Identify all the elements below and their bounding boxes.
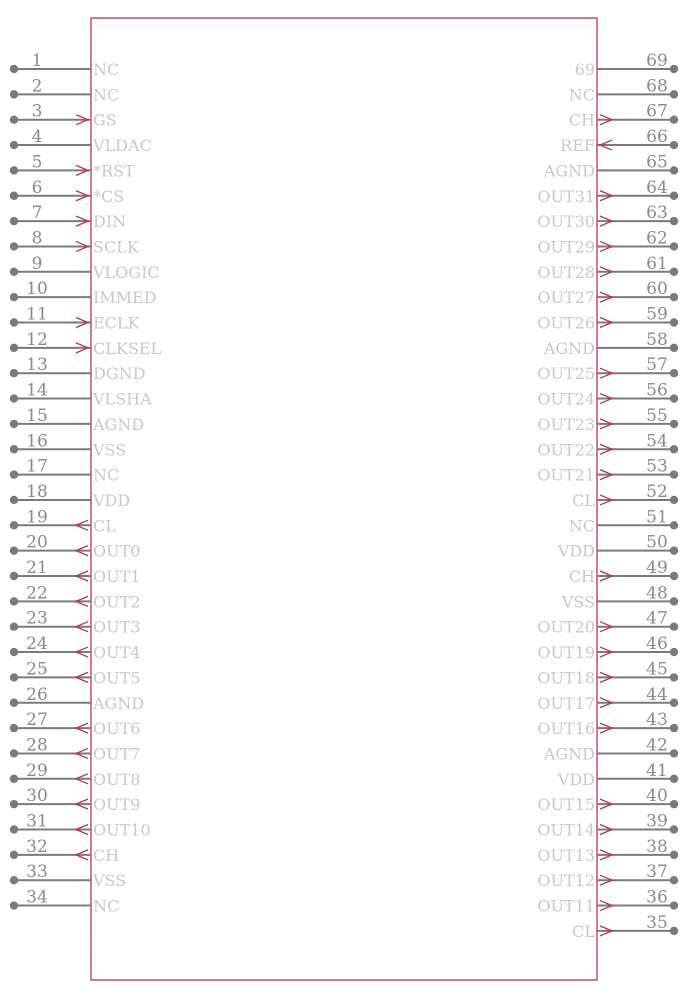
pin-name: OUT4 [93,643,141,663]
pin-number: 36 [646,887,668,908]
pin-number: 63 [646,203,668,224]
pin-number: 69 [646,51,668,71]
pin-number: 58 [646,329,668,350]
pin-endpoint-dot[interactable] [10,724,18,732]
pin-endpoint-dot[interactable] [10,546,18,554]
pin-endpoint-dot[interactable] [670,521,678,529]
ic-body-outline [91,18,597,980]
pin-name: OUT2 [93,592,141,612]
pin-number: 34 [26,887,48,908]
pin-62[interactable] [537,228,678,256]
pin-26[interactable] [10,685,144,713]
pin-name: OUT20 [537,617,595,637]
pin-name: OUT21 [537,465,595,485]
pin-34[interactable] [10,888,119,916]
pin-number: 25 [26,659,48,680]
pin-number: 10 [26,279,48,300]
pin-38[interactable] [537,837,678,865]
pin-number: 18 [26,481,48,502]
pin-52[interactable] [572,482,678,510]
pin-name: NC [93,85,120,105]
pin-name: GS [93,110,117,130]
pin-number: 11 [26,304,48,325]
pin-endpoint-dot[interactable] [670,851,678,859]
pin-name: *RST [93,161,135,181]
pin-55[interactable] [537,406,678,434]
pin-number: 5 [31,152,43,173]
pin-number: 66 [646,127,668,148]
pin-number: 3 [31,101,43,122]
pin-number: 41 [646,760,668,781]
pin-21[interactable] [10,558,141,586]
pin-name: OUT17 [537,693,595,713]
pin-name: VSS [93,440,127,460]
pin-endpoint-dot[interactable] [10,65,18,73]
pin-number: 13 [26,355,48,376]
pin-number: 2 [31,76,43,97]
pin-name: OUT11 [537,896,595,916]
pin-name: OUT14 [537,820,595,840]
pin-endpoint-dot[interactable] [10,166,18,174]
pin-endpoint-dot[interactable] [10,470,18,478]
pin-number: 4 [31,127,43,148]
pin-22[interactable] [10,583,141,611]
pin-number: 9 [31,253,43,274]
pin-endpoint-dot[interactable] [670,597,678,605]
pin-name: CL [572,490,595,510]
pin-67[interactable] [569,102,678,130]
pin-endpoint-dot[interactable] [670,724,678,732]
pin-number: 14 [26,380,48,401]
pin-56[interactable] [537,381,678,409]
pin-1[interactable] [10,51,119,79]
pin-number: 54 [646,431,668,452]
pin-name: OUT18 [537,668,595,688]
pin-endpoint-dot[interactable] [670,420,678,428]
pin-name: OUT23 [537,414,595,434]
pin-endpoint-dot[interactable] [670,293,678,301]
pin-number: 65 [646,152,668,173]
pin-number: 50 [646,532,668,553]
pin-name: NC [93,896,120,916]
pin-number: 16 [26,431,48,452]
pin-endpoint-dot[interactable] [670,673,678,681]
pin-endpoint-dot[interactable] [670,470,678,478]
pin-endpoint-dot[interactable] [670,65,678,73]
pin-endpoint-dot[interactable] [10,141,18,149]
pin-name: AGND [543,161,595,181]
pin-number: 48 [646,583,668,604]
pin-endpoint-dot[interactable] [670,116,678,124]
pin-16[interactable] [10,431,126,459]
pin-number: 57 [646,355,668,376]
pin-name: ECLK [93,313,140,333]
pin-number: 23 [26,608,48,629]
pin-endpoint-dot[interactable] [10,369,18,377]
right-pin-group [537,51,678,941]
pin-68[interactable] [569,76,678,104]
pin-endpoint-dot[interactable] [10,242,18,250]
pin-endpoint-dot[interactable] [10,572,18,580]
pin-name: VDD [557,541,595,561]
pin-name: CLKSEL [93,338,162,358]
pin-number: 39 [646,811,668,832]
pin-endpoint-dot[interactable] [10,876,18,884]
pin-42[interactable] [543,735,678,763]
pin-number: 60 [646,279,668,300]
pin-endpoint-dot[interactable] [670,876,678,884]
pin-endpoint-dot[interactable] [10,648,18,656]
pin-endpoint-dot[interactable] [670,546,678,554]
pin-name: OUT8 [93,769,141,789]
pin-endpoint-dot[interactable] [10,521,18,529]
pin-20[interactable] [10,533,141,561]
pin-11[interactable] [10,305,141,333]
pin-endpoint-dot[interactable] [10,344,18,352]
pin-number: 47 [646,608,668,629]
pin-endpoint-dot[interactable] [670,749,678,757]
pin-endpoint-dot[interactable] [10,420,18,428]
pin-63[interactable] [537,203,678,231]
pin-name: AGND [93,414,145,434]
pin-endpoint-dot[interactable] [670,572,678,580]
pin-43[interactable] [537,710,678,738]
pin-18[interactable] [10,482,130,510]
pin-number: 8 [31,228,43,249]
pin-endpoint-dot[interactable] [670,775,678,783]
pin-65[interactable] [543,152,678,180]
pin-endpoint-dot[interactable] [10,623,18,631]
pin-25[interactable] [10,659,141,687]
pin-name: OUT27 [537,288,595,308]
pin-endpoint-dot[interactable] [10,318,18,326]
pin-60[interactable] [537,279,678,307]
pin-name: CH [568,110,595,130]
pin-number: 44 [646,684,668,705]
pin-name: OUT29 [537,237,595,257]
pin-69[interactable] [575,51,679,79]
pin-name: OUT15 [537,795,595,815]
pin-8[interactable] [10,228,140,256]
pin-40[interactable] [537,786,678,814]
pin-name: OUT6 [93,719,141,739]
pin-number: 19 [26,507,48,528]
pin-name: VDD [93,490,131,510]
pin-number: 64 [646,177,668,198]
pin-number: 27 [26,710,48,731]
pin-53[interactable] [537,457,678,485]
pin-name: NC [568,516,595,536]
pin-endpoint-dot[interactable] [10,825,18,833]
pin-48[interactable] [561,583,678,611]
pin-number: 53 [646,456,668,477]
pin-number: 62 [646,228,668,249]
pin-number: 7 [31,203,43,224]
pin-endpoint-dot[interactable] [670,825,678,833]
pin-name: OUT10 [93,820,151,840]
pin-31[interactable] [10,812,151,840]
pin-13[interactable] [10,355,146,383]
pin-57[interactable] [537,355,678,383]
pin-name: AGND [543,338,595,358]
pin-number: 42 [646,735,668,756]
pin-number: 38 [646,836,668,857]
pin-37[interactable] [537,862,678,890]
pin-51[interactable] [569,507,678,535]
pin-endpoint-dot[interactable] [10,445,18,453]
pin-endpoint-dot[interactable] [670,394,678,402]
pin-endpoint-dot[interactable] [670,901,678,909]
pin-10[interactable] [10,279,157,307]
pin-name: VDD [557,769,595,789]
pin-name: VLSHA [93,389,152,409]
pin-number: 26 [26,684,48,705]
pin-24[interactable] [10,634,141,662]
pin-number: 12 [26,329,48,350]
pin-endpoint-dot[interactable] [10,673,18,681]
pin-name: AGND [543,744,595,764]
pin-49[interactable] [569,558,678,586]
pin-name: OUT25 [537,364,595,384]
pin-36[interactable] [537,888,678,916]
pin-59[interactable] [537,305,678,333]
pin-number: 17 [26,456,48,477]
pin-number: 20 [26,532,48,553]
pin-endpoint-dot[interactable] [670,268,678,276]
pin-66[interactable] [560,127,678,155]
pin-28[interactable] [10,735,141,763]
pin-name: OUT24 [537,389,595,409]
pin-name: CH [93,845,120,865]
pin-endpoint-dot[interactable] [10,901,18,909]
pin-endpoint-dot[interactable] [10,496,18,504]
pin-27[interactable] [10,710,141,738]
pin-endpoint-dot[interactable] [670,217,678,225]
pin-number: 37 [646,862,668,883]
pin-9[interactable] [10,254,160,282]
pin-name: OUT0 [93,541,141,561]
pin-30[interactable] [10,786,141,814]
pin-number: 40 [646,786,668,807]
pin-6[interactable] [10,178,124,206]
pin-endpoint-dot[interactable] [10,293,18,301]
pin-number: 31 [26,811,48,832]
pin-endpoint-dot[interactable] [670,800,678,808]
pin-number: 21 [26,558,48,578]
pin-29[interactable] [10,761,141,789]
pin-4[interactable] [10,127,152,155]
pin-name: VSS [561,592,595,612]
pin-number: 51 [646,507,668,528]
pin-endpoint-dot[interactable] [10,394,18,402]
pin-endpoint-dot[interactable] [670,496,678,504]
pin-41[interactable] [557,761,678,789]
pin-endpoint-dot[interactable] [10,800,18,808]
pin-name: CL [572,921,595,941]
pin-endpoint-dot[interactable] [670,141,678,149]
pin-58[interactable] [543,330,678,358]
pin-23[interactable] [10,609,141,637]
pin-number: 43 [646,710,668,731]
left-pin-group [10,51,162,916]
pin-name: SCLK [93,237,139,257]
pin-32[interactable] [10,837,119,865]
pin-name: VSS [93,871,127,891]
pin-endpoint-dot[interactable] [10,192,18,200]
pin-name: OUT31 [537,186,595,206]
pin-3[interactable] [10,102,117,130]
pin-name: OUT13 [537,845,595,865]
pin-endpoint-dot[interactable] [10,597,18,605]
pin-name: CL [93,516,116,536]
pin-47[interactable] [537,609,678,637]
pin-name: AGND [93,693,145,713]
pin-endpoint-dot[interactable] [10,217,18,225]
pin-name: OUT3 [93,617,141,637]
pin-name: DGND [93,364,146,384]
pin-endpoint-dot[interactable] [10,775,18,783]
pin-endpoint-dot[interactable] [10,699,18,707]
pin-2[interactable] [10,76,119,104]
pin-number: 32 [26,836,48,857]
pin-7[interactable] [10,203,126,231]
pin-number: 59 [646,304,668,325]
pin-64[interactable] [537,178,678,206]
pin-45[interactable] [537,659,678,687]
pin-number: 33 [26,862,48,883]
pin-19[interactable] [10,507,116,535]
pin-number: 46 [646,634,668,655]
pin-name: NC [93,465,120,485]
pin-number: 6 [31,177,43,198]
pin-33[interactable] [10,862,126,890]
pin-name: REF [560,136,595,156]
pin-endpoint-dot[interactable] [10,90,18,98]
pin-46[interactable] [537,634,678,662]
pin-15[interactable] [10,406,144,434]
pin-12[interactable] [10,330,162,358]
pin-name: OUT5 [93,668,141,688]
pin-name: CH [568,567,595,586]
pin-35[interactable] [572,913,678,941]
pin-number: 49 [646,558,668,578]
pin-name: OUT16 [537,719,595,739]
pin-name: OUT22 [537,440,595,460]
pin-number: 55 [646,405,668,426]
pin-endpoint-dot[interactable] [10,268,18,276]
pin-endpoint-dot[interactable] [670,242,678,250]
pin-endpoint-dot[interactable] [670,623,678,631]
pin-number: 30 [26,786,48,807]
pin-name: NC [93,60,120,79]
pin-name: VLOGIC [93,262,160,282]
pin-17[interactable] [10,457,119,485]
pin-name: OUT12 [537,871,595,891]
pin-number: 45 [646,659,668,680]
pin-endpoint-dot[interactable] [670,192,678,200]
pin-endpoint-dot[interactable] [670,445,678,453]
pin-5[interactable] [10,152,135,180]
pin-endpoint-dot[interactable] [670,344,678,352]
pin-61[interactable] [537,254,678,282]
pin-endpoint-dot[interactable] [670,648,678,656]
pin-number: 56 [646,380,668,401]
pin-name: OUT30 [537,212,595,232]
pin-number: 24 [26,634,48,655]
pin-number: 67 [646,101,668,122]
pin-endpoint-dot[interactable] [10,116,18,124]
pin-endpoint-dot[interactable] [670,90,678,98]
pin-endpoint-dot[interactable] [670,699,678,707]
pin-name: OUT9 [93,795,141,815]
pin-50[interactable] [557,533,678,561]
pin-number: 61 [646,253,668,274]
pin-number: 15 [26,405,48,426]
pin-number: 22 [26,583,48,604]
pin-54[interactable] [537,431,678,459]
pin-14[interactable] [10,381,152,409]
pin-number: 29 [26,760,48,781]
pin-name: IMMED [93,288,157,308]
pin-name: OUT28 [537,262,595,282]
pin-endpoint-dot[interactable] [670,166,678,174]
pin-number: 35 [646,912,668,933]
pin-number: 68 [646,76,668,97]
pin-endpoint-dot[interactable] [670,927,678,935]
pin-name: VLDAC [93,136,152,156]
pin-name: NC [568,85,595,105]
pin-name: OUT19 [537,643,595,663]
pin-name: OUT26 [537,313,595,333]
pin-endpoint-dot[interactable] [670,318,678,326]
pin-endpoint-dot[interactable] [670,369,678,377]
pin-number: 1 [31,51,43,71]
pin-number: 28 [26,735,48,756]
pin-name: 69 [574,60,595,79]
pin-name: DIN [93,212,127,232]
pin-endpoint-dot[interactable] [10,851,18,859]
pin-name: OUT7 [93,744,141,764]
pin-44[interactable] [537,685,678,713]
pin-endpoint-dot[interactable] [10,749,18,757]
pin-number: 52 [646,481,668,502]
pin-name: OUT1 [93,567,141,586]
pin-39[interactable] [537,812,678,840]
pin-name: *CS [93,186,125,206]
